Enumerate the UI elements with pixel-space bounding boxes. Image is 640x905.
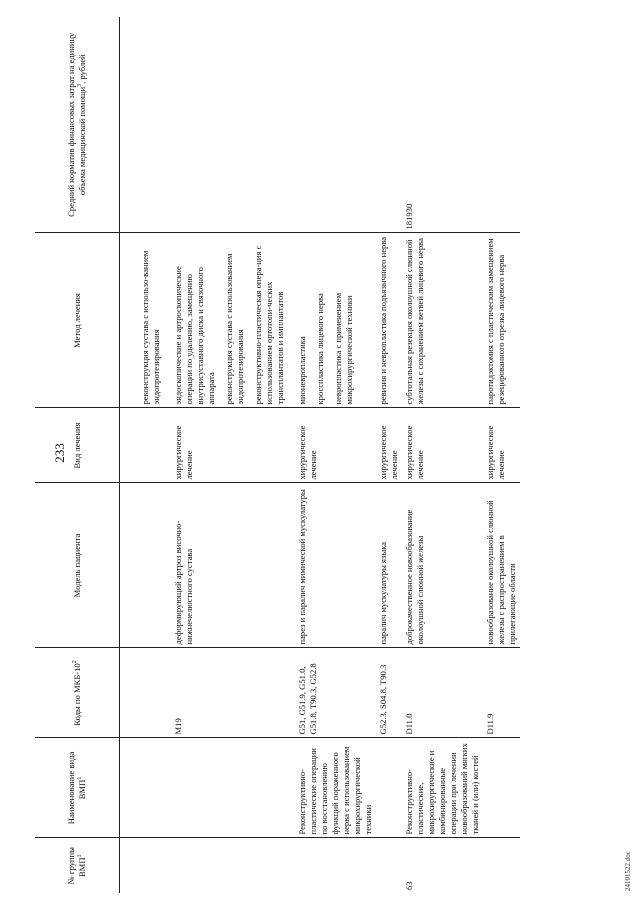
cell-codes: D11.9 — [483, 648, 520, 738]
table-row — [295, 17, 376, 893]
cell-cost — [171, 17, 295, 233]
cell-group-no — [171, 838, 295, 893]
method-item: ревизия и невропластика подъязычного нерва — [378, 236, 388, 405]
cell-name — [483, 738, 520, 838]
cell-model: доброкачественное новообразование околоушной слюнной железы — [402, 483, 483, 648]
cell-cost: 181930 — [404, 203, 414, 230]
method-item: невропластика с применением микрохирургической техники — [333, 292, 354, 405]
cell-method — [376, 233, 402, 408]
cell-method — [138, 233, 171, 408]
cell-name — [138, 738, 171, 838]
cell-cost — [138, 17, 171, 233]
page-number: 233 — [52, 443, 67, 463]
cell-model: паралич мускулатуры языка — [376, 483, 402, 648]
method-item: реконструктивно-пластическая опера-ция с использованием ортотопи-ческих трансплантатов и имплантатов — [253, 245, 285, 405]
cell-name — [171, 738, 295, 838]
header-group-no: № группы ВМП$^1$ — [35, 838, 120, 893]
cell-cost — [295, 17, 376, 233]
cell-model: парез и паралич мимической мускулатуры — [295, 483, 376, 648]
cell-cost — [376, 17, 402, 233]
cell-group-no — [295, 838, 376, 893]
cell-name — [376, 738, 402, 838]
method-item: кросспластика лицевого нерва — [315, 293, 325, 405]
cell-method — [402, 233, 483, 408]
cell-treatment-type — [138, 408, 171, 483]
cell-group-no — [138, 838, 171, 893]
vmp-table — [35, 17, 520, 893]
header-cost: Средний норматив финансовых затрат на единицу объема медицинской помощи$^3$, рублей — [35, 17, 120, 233]
table-row — [402, 17, 483, 893]
cell-model — [138, 483, 171, 648]
cell-codes: G52.3, S04.8, T90.3 — [376, 648, 402, 738]
method-item: субтотальная резекция околоушной слюнной железы с сохранением ветвей лицевого нерва — [404, 238, 425, 405]
cell-method — [483, 233, 520, 408]
cell-treatment-type: хирургическое лечение — [171, 408, 295, 483]
cell-name: Реконструктивно-пластические, микрохирургические и комбинированные операции при лечении новообразований мягких тканей и (или) костей — [402, 738, 483, 838]
table-row — [376, 17, 402, 893]
table-row — [483, 17, 520, 893]
cell-treatment-type: хирургическое лечение — [295, 408, 376, 483]
cell-group-no — [483, 838, 520, 893]
method-item: паротидэктомия с пластическим замещением резецированного отрезка лицевого нерва — [485, 238, 506, 405]
header-name: Наименование вида ВМП$^1$ — [35, 738, 120, 838]
cell-cost — [483, 17, 520, 233]
cell-method — [295, 233, 376, 408]
method-item: реконструкция сустава с использо-ванием эндопротезирования — [140, 250, 161, 405]
cell-method — [171, 233, 295, 408]
cell-treatment-type: хирургическое лечение — [402, 408, 483, 483]
table-row — [171, 17, 295, 893]
header-model: Модель пациента — [35, 483, 120, 648]
cell-treatment-type: хирургическое лечение — [376, 408, 402, 483]
cell-name: Реконструктивно-пластические операции по восстановлению функций пораженного нерва с использованием микрохирургической техники — [295, 738, 376, 838]
header-codes: Коды по МКБ-$10^2$ — [35, 648, 120, 738]
cell-model: деформирующий артроз височно-нижнечелюстного сустава — [171, 483, 295, 648]
header-method: Метод лечения — [35, 233, 120, 408]
method-item: мионевропластика — [297, 336, 307, 405]
header-treatment-type: Вид лечения — [35, 408, 120, 483]
table-row — [138, 17, 171, 893]
cell-codes: D11.0 — [402, 648, 483, 738]
table-header-row — [35, 17, 120, 893]
table-spacer-row — [120, 17, 139, 893]
cell-group-no — [376, 838, 402, 893]
cell-treatment-type: хирургическое лечение — [483, 408, 520, 483]
method-item: эндоскопические и артроскопические операции по удалению, замещению внутрисуставного диска и связочного аппарата — [173, 266, 216, 405]
cell-codes — [138, 648, 171, 738]
cell-codes: M19 — [171, 648, 295, 738]
cell-codes: G51, G51.9, G51.0, G51.8, T90.3, G52.8 — [295, 648, 376, 738]
cell-group-no: 63 — [402, 838, 483, 893]
document-code: 24101522.doc — [624, 851, 632, 891]
cell-model: новообразование околоушной слюнной железы с распространением в прилегающие области — [483, 483, 520, 648]
method-item: реконструкция сустава с использованием эндопротезирования — [224, 253, 245, 405]
